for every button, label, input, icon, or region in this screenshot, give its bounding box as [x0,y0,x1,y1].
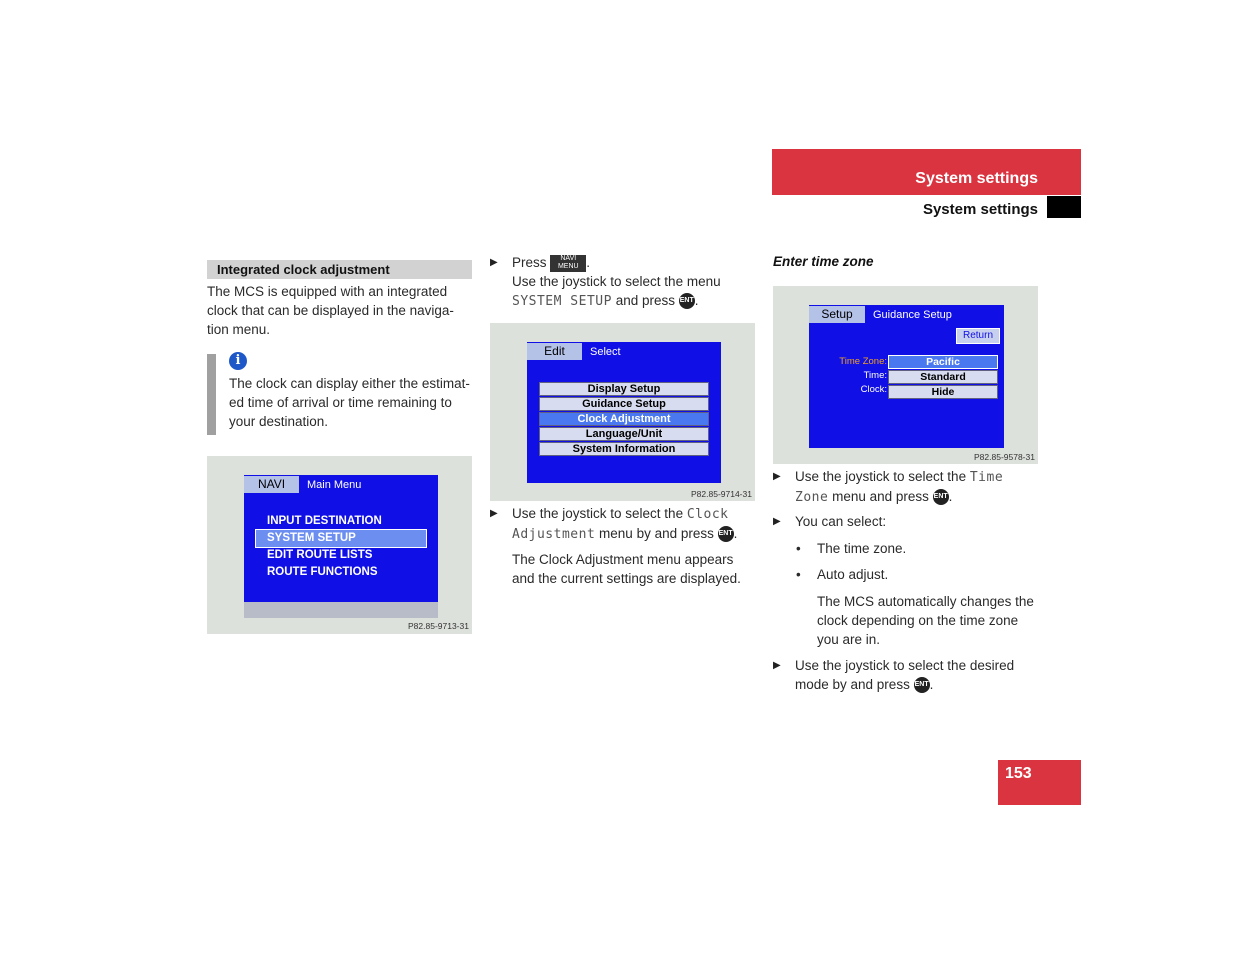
label-time: Time: [863,370,887,381]
tab-setup: Setup [809,306,865,323]
screen-footer [244,602,438,618]
step-bullet: ▶ [490,257,498,268]
label-clock: Clock: [860,384,887,395]
figure-guidance-setup [773,286,1038,464]
menu-item: Language/Unit [539,427,709,441]
menu-item: Display Setup [539,382,709,396]
menu-item: ROUTE FUNCTIONS [267,566,378,578]
step-press-navi: Press NAVI MENU . Use the joystick to select the menu SYSTEM SETUP and press ENT. [512,254,721,309]
figure-select-menu [490,323,755,501]
menu-item: EDIT ROUTE LISTS [267,549,373,561]
menu-item-selected: Clock Adjustment [539,412,709,426]
section-heading: Integrated clock adjustment [207,260,472,279]
clock-menu-note: The Clock Adjustment menu appears and the current settings are displayed. [512,552,741,586]
setting-values [888,355,998,399]
screen [244,475,438,618]
step-bullet: ▶ [773,471,781,482]
figure-code: P82.85-9713-31 [408,621,469,631]
value-time-zone: Pacific [888,355,998,369]
option-bullet: • [796,567,801,582]
ent-key-icon: ENT [679,293,695,309]
screen [527,342,721,483]
info-bar [207,354,216,435]
figure-code: P82.85-9578-31 [974,452,1035,462]
intro-text: The MCS is equipped with an integrated clock that can be displayed in the naviga- tion menu. [207,284,454,337]
step-bullet: ▶ [773,516,781,527]
select-menu-list [539,382,709,457]
option-bullet: • [796,541,801,556]
figure-code: P82.85-9714-31 [691,489,752,499]
section-marker [1047,196,1081,218]
ent-key-icon: ENT [718,526,734,542]
step-you-can-select: You can select: [795,514,887,529]
value-time: Standard [888,370,998,384]
menu-item: Guidance Setup [539,397,709,411]
ent-key-icon: ENT [914,677,930,693]
menu-item: System Information [539,442,709,456]
main-menu-list [256,513,426,581]
tab-edit: Edit [527,343,582,360]
step-select-time-zone: Use the joystick to select the Time Zone menu and press ENT. [795,469,1004,505]
screen [809,305,1004,448]
chapter-title: System settings [915,170,1038,187]
step-bullet: ▶ [773,660,781,671]
menu-item: INPUT DESTINATION [267,515,382,527]
subsection-heading: Enter time zone [773,254,874,269]
screen-title: Guidance Setup [873,309,952,321]
step-select-mode: Use the joystick to select the desired mode by and press ENT. [795,658,1015,692]
info-text: The clock can display either the estimat- ed time of arrival or time remaining to your destination. [229,376,470,429]
screen-title: Main Menu [307,479,362,491]
option-time-zone: The time zone. [817,541,907,556]
ent-key-icon: ENT [933,489,949,505]
info-icon: i [229,352,247,370]
menu-item-selected: SYSTEM SETUP [256,530,426,547]
step-bullet: ▶ [490,508,498,519]
value-clock: Hide [888,385,998,399]
tab-navi: NAVI [244,476,299,493]
section-title: System settings [922,201,1038,218]
option-auto-adjust: Auto adjust. [817,567,889,582]
label-time-zone: Time Zone: [839,356,887,367]
screen-title: Select [590,346,621,358]
figure-main-menu [207,456,472,634]
auto-adjust-note: The MCS automatically changes the clock depending on the time zone you are in. [817,594,1034,647]
step-select-clock: Use the joystick to select the Clock Adjustment menu by and press ENT. [512,506,738,542]
setting-labels [819,355,887,397]
return-button: Return [956,328,1000,344]
page-number: 153 [1005,765,1032,782]
navi-menu-key-icon: NAVI MENU [550,255,586,272]
